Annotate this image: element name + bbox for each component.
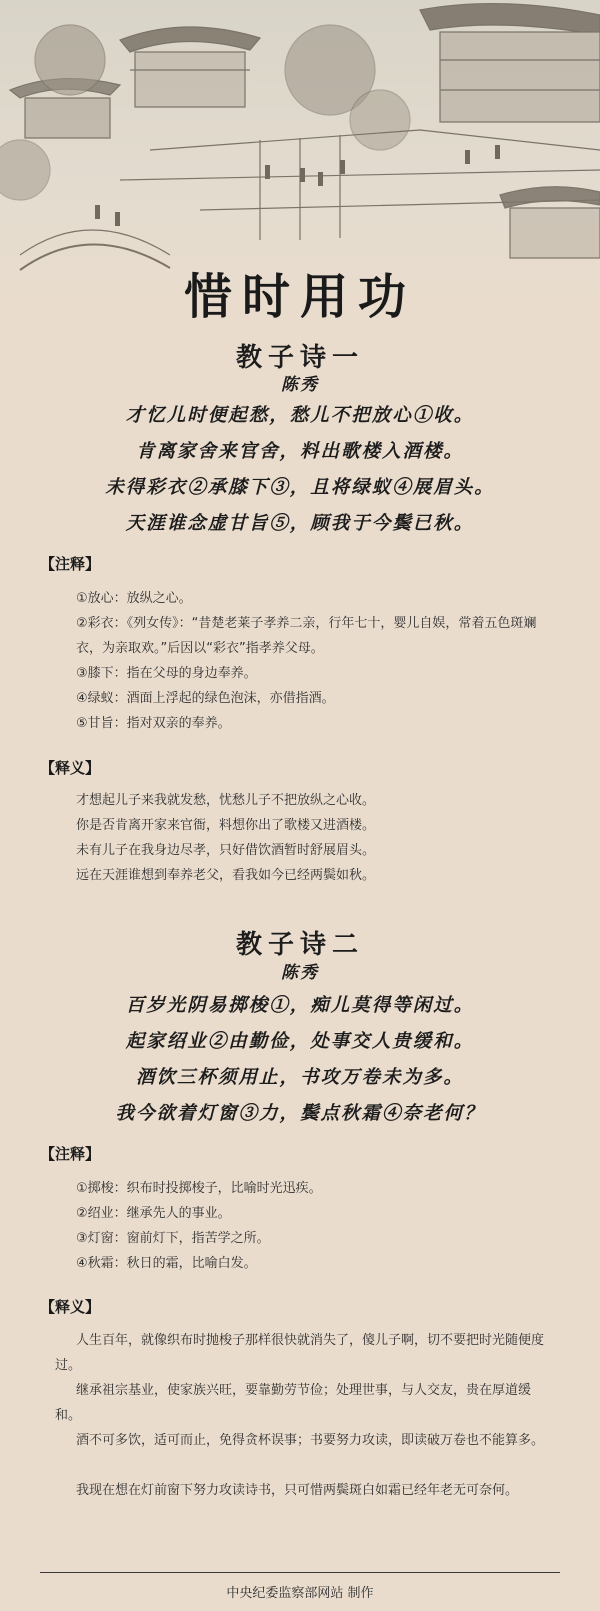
poem1-line-3: 未得彩衣②承膝下③，且将绿蚁④展眉头。 [105, 477, 495, 498]
poem2-meaning-heading: 【释义】 [40, 1298, 101, 1316]
footer-divider [40, 1572, 560, 1573]
footer-credit: 中央纪委监察部网站 制作 [226, 1586, 374, 1601]
poem2-meaning-3: 酒不可多饮，适可而止，免得贪杯误事；书要努力攻读，即读破万卷也不能算多。 [76, 1433, 545, 1448]
poem2-note-3: ③灯窗：窗前灯下，指苦学之所。 [76, 1231, 270, 1246]
palace-courtyard-illustration [0, 0, 600, 300]
poem1-author: 陈秀 [281, 375, 319, 395]
poem1-notes-heading: 【注释】 [40, 555, 101, 573]
poem1-line-1: 才忆儿时便起愁，愁儿不把放心①收。 [125, 405, 475, 426]
poem2-title: 教子诗二 [235, 930, 364, 960]
poem1-meaning-2: 你是否肯离开家来官衙，料想你出了歌楼又进酒楼。 [76, 818, 376, 833]
poem2-author: 陈秀 [281, 963, 319, 983]
poem2-line-4: 我今欲着灯窗③力，鬓点秋霜④奈老何？ [115, 1103, 485, 1124]
poem2-line-3: 酒饮三杯须用止，书攻万卷未为多。 [135, 1067, 464, 1088]
poem2-meaning-2: 继承祖宗基业，使家族兴旺，要靠勤劳节俭；处理世事，与人交友，贵在厚道缓和。 [55, 1383, 532, 1423]
poem2-note-1: ①掷梭：织布时投掷梭子，比喻时光迅疾。 [76, 1181, 322, 1196]
poem2-note-2: ②绍业：继承先人的事业。 [76, 1206, 231, 1221]
poem1-meaning-3: 未有儿子在我身边尽孝，只好借饮酒暂时舒展眉头。 [76, 843, 376, 858]
poem1-note-1: ①放心：放纵之心。 [76, 591, 192, 606]
poem2-meaning-1: 人生百年，就像织布时抛梭子那样很快就消失了，傻儿子啊，切不要把时光随便度过。 [55, 1333, 545, 1373]
poem2-meaning-4: 我现在想在灯前窗下努力攻读诗书，只可惜两鬓斑白如霜已经年老无可奈何。 [76, 1483, 519, 1498]
poem1-note-5: ⑤甘旨：指对双亲的奉养。 [76, 716, 231, 731]
poem1-meaning-1: 才想起儿子来我就发愁，忧愁儿子不把放纵之心收。 [76, 793, 376, 808]
poem1-meaning-4: 远在天涯谁想到奉养老父，看我如今已经两鬓如秋。 [76, 868, 376, 883]
poem1-note-2: ②彩衣：《列女传》：“昔楚老莱子孝养二亲，行年七十，婴儿自娱，常着五色斑斓衣，为亲取欢。”后因以“彩衣”指孝养父母。 [76, 616, 537, 656]
poem1-title: 教子诗一 [235, 343, 364, 373]
poem1-meaning-heading: 【释义】 [40, 759, 101, 777]
poem2-notes-heading: 【注释】 [40, 1145, 101, 1163]
poem2-line-1: 百岁光阴易掷梭①，痴儿莫得等闲过。 [125, 995, 475, 1016]
poem2-line-2: 起家绍业②由勤俭，处事交人贵缓和。 [125, 1031, 475, 1052]
main-title: 惜时用功 [183, 269, 416, 325]
poem1-note-4: ④绿蚁：酒面上浮起的绿色泡沫，亦借指酒。 [76, 691, 335, 706]
header-illustration [0, 0, 600, 300]
poem1-line-4: 天涯谁念虚甘旨⑤，顾我于今鬓已秋。 [125, 513, 475, 534]
poem1-note-3: ③膝下：指在父母的身边奉养。 [76, 666, 257, 681]
poem1-line-2: 肯离家舍来官舍，料出歌楼入酒楼。 [135, 441, 464, 462]
poem2-note-4: ④秋霜：秋日的霜，比喻白发。 [76, 1256, 257, 1271]
